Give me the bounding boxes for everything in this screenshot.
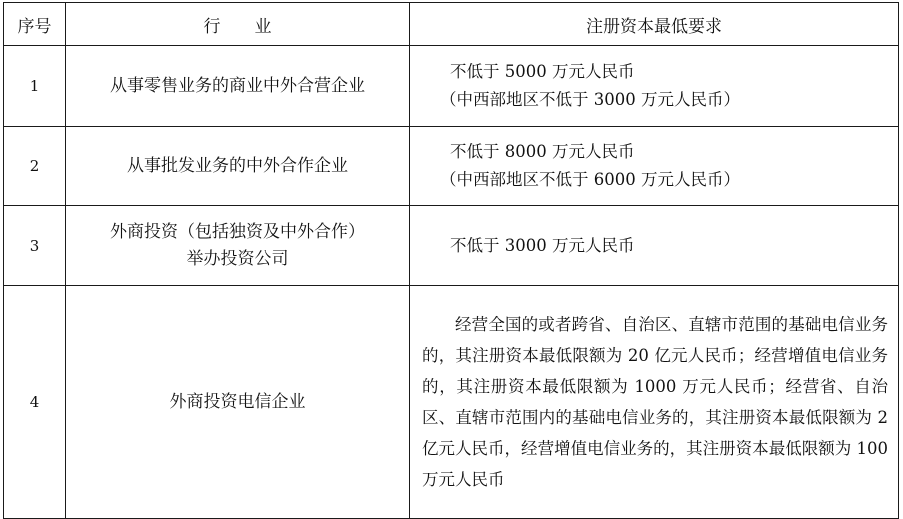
row-industry: 从事零售业务的商业中外合营企业 xyxy=(66,46,410,127)
header-industry-label: 行 业 xyxy=(203,16,272,37)
row-industry xyxy=(66,206,410,286)
table-header-row xyxy=(4,3,899,46)
industry-line: 外商投资（包括独资及中外合作） xyxy=(110,221,365,242)
header-requirement: 注册资本最低要求 xyxy=(410,3,899,46)
table-row xyxy=(4,286,899,519)
row-requirement xyxy=(410,46,899,127)
row-requirement xyxy=(410,286,899,519)
requirement-line: 不低于 3000 万元人民币 xyxy=(450,235,635,255)
row-number: 1 xyxy=(4,46,66,127)
requirement-lines xyxy=(410,58,898,114)
header-industry xyxy=(66,3,410,46)
requirement-paragraph: 经营全国的或者跨省、自治区、直辖市范围的基础电信业务的，其注册资本最低限额为 20 亿元人民币；经营增值电信业务的，其注册资本最低限额为 1000 万元人民币；经营省、自治区、直辖市范围内的基础电信业务的，其注册资本最低限额为 2 亿元人民币，经营增值电信业务的，其注册资本最低限额为 100 万元人民币 xyxy=(422,315,888,489)
row-requirement xyxy=(410,206,899,286)
row-number: 2 xyxy=(4,127,66,206)
industry-line: 举办投资公司 xyxy=(186,248,289,269)
registered-capital-table xyxy=(3,2,899,519)
table-row xyxy=(4,46,899,127)
requirement-line: 不低于 8000 万元人民币 xyxy=(450,142,635,161)
row-number: 3 xyxy=(4,206,66,286)
requirement-note: （中西部地区不低于 6000 万元人民币） xyxy=(440,170,740,189)
row-industry: 从事批发业务的中外合作企业 xyxy=(66,127,410,206)
header-serial-number: 序号 xyxy=(4,3,66,46)
requirement-lines xyxy=(410,232,898,260)
table-row xyxy=(4,127,899,206)
row-requirement xyxy=(410,127,899,206)
row-industry: 外商投资电信企业 xyxy=(66,286,410,519)
requirement-note: （中西部地区不低于 3000 万元人民币） xyxy=(440,90,740,109)
table-row xyxy=(4,206,899,286)
requirement-line: 不低于 5000 万元人民币 xyxy=(450,62,635,81)
requirement-lines xyxy=(410,138,898,194)
row-number: 4 xyxy=(4,286,66,519)
